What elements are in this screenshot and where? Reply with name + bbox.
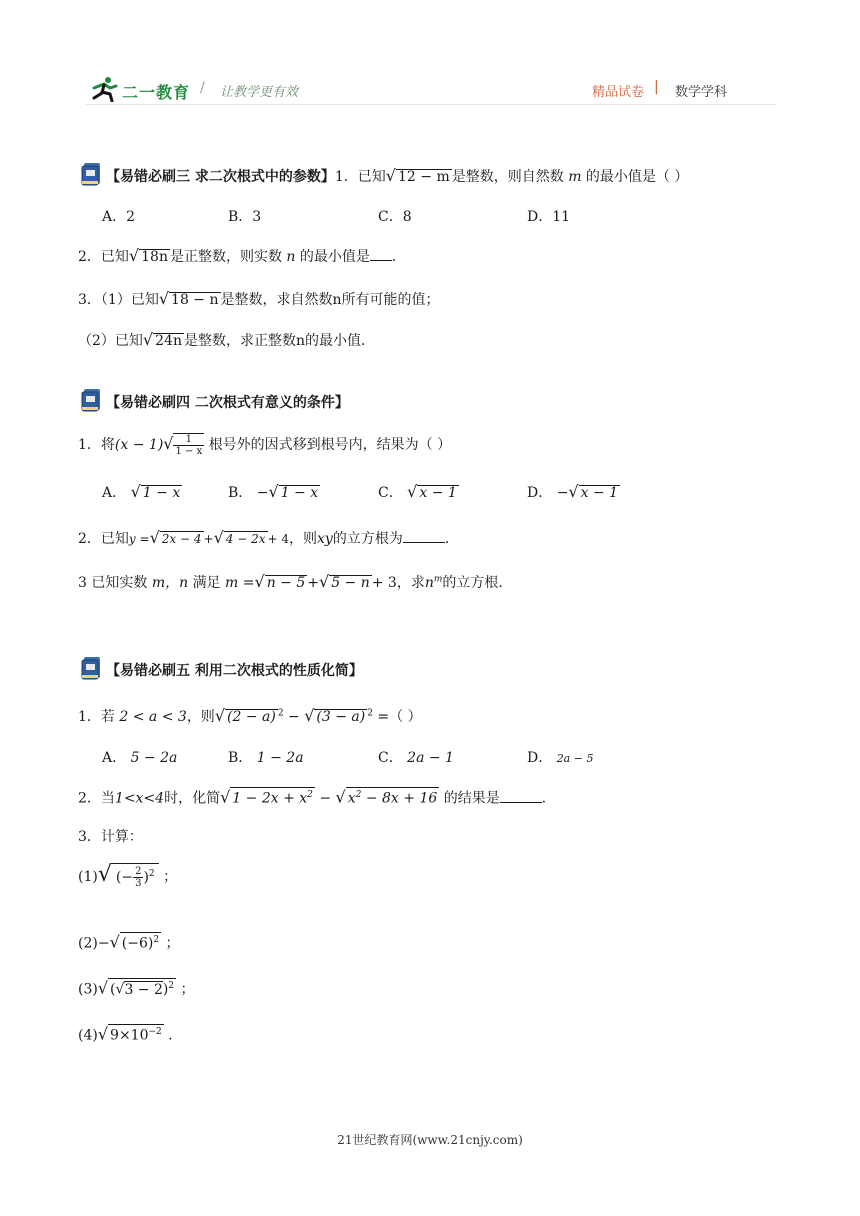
section-4-q1: 1．将(x − 1)√ $\frac{1}{1 - x}$ 根号外的因式移到根号内，结果为（ ） bbox=[78, 434, 452, 457]
section-3-q1-option-a: A．2 bbox=[102, 209, 136, 225]
section-3-q1-option-b: B．3 bbox=[228, 209, 262, 225]
header-tag: 精品试卷 bbox=[592, 85, 645, 100]
logo-name: 二一教育 bbox=[122, 83, 191, 102]
runner-logo-icon bbox=[88, 76, 120, 102]
book-icon bbox=[80, 162, 104, 186]
book-icon bbox=[80, 656, 104, 680]
header-divider bbox=[86, 104, 776, 105]
section-3-q2: 2．已知√ 18n 是正整数，则实数 n 的最小值是 ． bbox=[78, 246, 406, 265]
page-footer: 21世纪教育网(www.21cnjy.com) bbox=[337, 1133, 523, 1147]
section-5-q3: 3．计算： bbox=[78, 829, 143, 845]
section-3-q1-option-d: D．11 bbox=[527, 209, 571, 225]
section-3-q1: 【易错必刷三 求二次根式中的参数】1．已知√ 12 − m 是整数，则自然数 m 的最小值是（ ） bbox=[106, 166, 689, 185]
section-5-item-1: (1)√ (− $\frac{2}{3}$ )$^2$ ； bbox=[78, 862, 178, 889]
section-5-item-3: (3)√ $(√3 - 2)^2$ ； bbox=[78, 978, 195, 998]
section-5-title: 【易错必刷五 利用二次根式的性质化简】 bbox=[106, 663, 363, 679]
section-5-q2: 2．当1<x<4时，化简√ $1 - 2x + x^2$ − √ $x^2 - 8x + 16$ 的结果是 ． bbox=[78, 787, 556, 807]
section-5-q1: 1．若 2 < a < 3，则√ (2 − a) $^2$ − √ (3 − a) $^2$ =（ ） bbox=[78, 706, 422, 725]
section-4-q1-option-c: C． √ x − 1 bbox=[378, 482, 457, 501]
header-subject: 数学学科 bbox=[675, 85, 728, 100]
section-3-q3-2: （2）已知√ 24n 是整数，求正整数n的最小值． bbox=[78, 330, 375, 349]
section-5-q1-option-d: D． 2a − 5 bbox=[527, 750, 594, 766]
section-3-title: 【易错必刷三 求二次根式中的参数】 bbox=[106, 169, 335, 185]
section-4-q1-option-b: B． −√ 1 − x bbox=[228, 482, 319, 501]
section-5-item-4: (4)√ $9\times 10^{-2}$ ． bbox=[78, 1024, 183, 1044]
section-3-q3-1: 3．（1）已知√ 18 − n 是整数，求自然数n所有可能的值； bbox=[78, 289, 440, 308]
header-separator: | bbox=[654, 79, 659, 95]
section-4-q3: 3 已知实数 m，n 满足 m =√ n − 5 +√ 5 − n + 3，求$n^m$的立方根． bbox=[78, 572, 513, 591]
section-5-item-2: (2)−√ $(-6)^2$ ； bbox=[78, 932, 180, 952]
section-5-q1-option-a: A． 5 − 2a bbox=[102, 750, 178, 766]
section-4-q1-option-a: A． √ 1 − x bbox=[102, 482, 181, 501]
section-4-q2: 2．已知y =√ 2x − 4 +√ 4 − 2x + 4，则xy的立方根为 ． bbox=[78, 528, 459, 547]
section-5-q1-option-b: B． 1 − 2a bbox=[228, 750, 304, 766]
logo-slogan: 让教学更有效 bbox=[220, 85, 299, 100]
section-4-q1-option-d: D． −√ x − 1 bbox=[527, 482, 619, 501]
book-icon bbox=[80, 388, 104, 412]
section-4-title: 【易错必刷四 二次根式有意义的条件】 bbox=[106, 395, 349, 411]
section-3-q1-option-c: C．8 bbox=[378, 209, 412, 225]
section-5-q1-option-c: C． 2a − 1 bbox=[378, 750, 454, 766]
